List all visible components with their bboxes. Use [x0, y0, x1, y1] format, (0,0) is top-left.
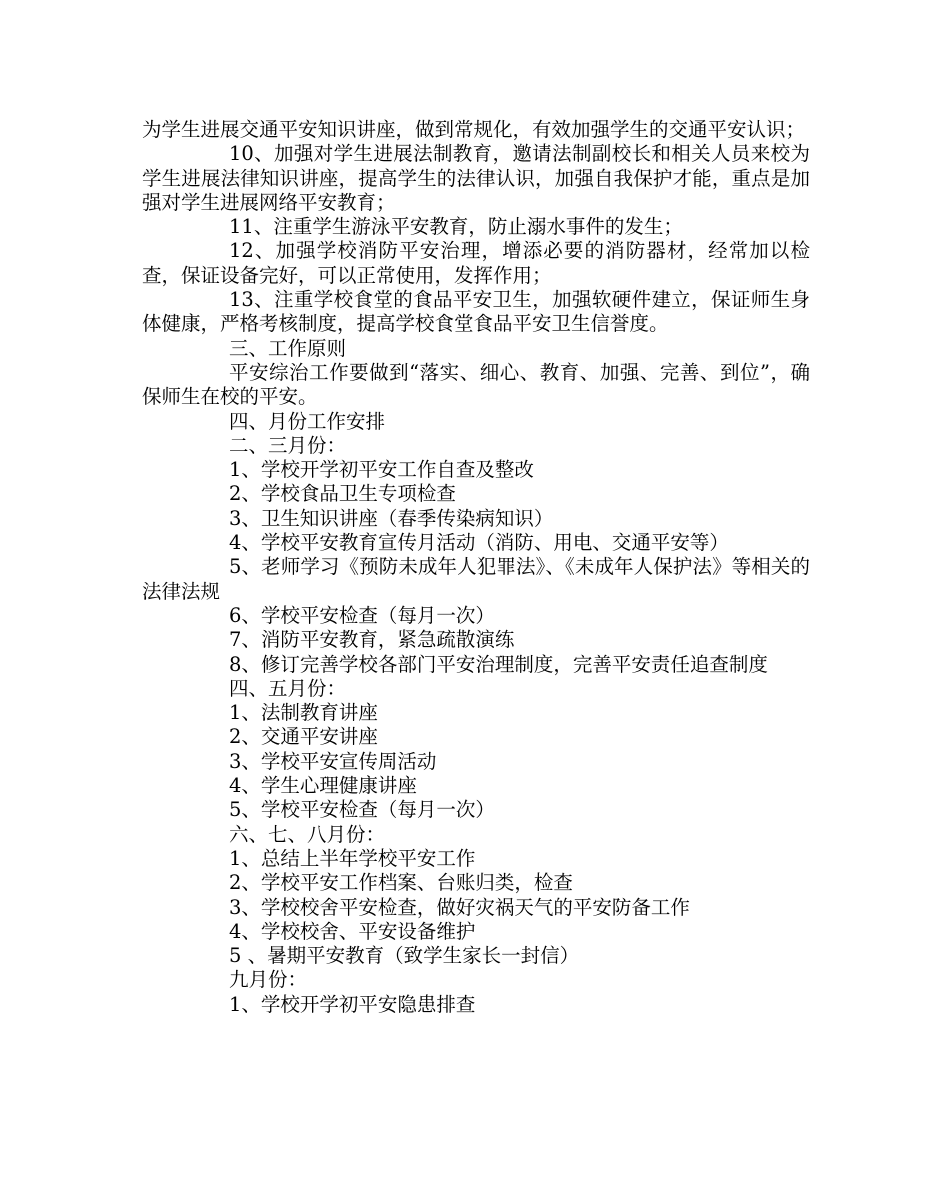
paragraph: 11、注重学生游泳平安教育，防止溺水事件的发生；: [229, 215, 683, 239]
section-heading: 三、工作原则: [229, 336, 347, 360]
paragraph: 10、加强对学生进展法制教育，邀请法制副校长和相关人员来校为学生进展法律知识讲座，提高学生的法律认识，加强自我保护才能，重点是加强对学生进展网络平安教育；: [142, 142, 810, 214]
list-item: 7、消防平安教育，紧急疏散演练: [229, 628, 515, 652]
list-item: 1、法制教育讲座: [229, 701, 378, 725]
list-item: 1、学校开学初平安隐患排查: [229, 992, 476, 1016]
list-item: 1、总结上半年学校平安工作: [229, 846, 476, 870]
list-item: 1、学校开学初平安工作自查及整改: [229, 458, 534, 482]
paragraph: 13、注重学校食堂的食品平安卫生，加强软硬件建立，保证师生身体健康，严格考核制度，提高学校食堂食品平安卫生信誉度。: [142, 288, 810, 336]
list-item: 2、学校平安工作档案、台账归类，检查: [229, 871, 573, 895]
list-item: 2、交通平安讲座: [229, 725, 378, 749]
month-heading: 四、五月份：: [229, 676, 347, 700]
list-item: 3、学校校舍平安检查，做好灾祸天气的平安防备工作: [229, 895, 690, 919]
list-item: 4、学生心理健康讲座: [229, 774, 417, 798]
month-heading: 六、七、八月份：: [229, 822, 386, 846]
paragraph: 为学生进展交通平安知识讲座，做到常规化，有效加强学生的交通平安认识；: [142, 118, 806, 141]
list-item: 5、学校平安检查（每月一次）: [229, 798, 495, 822]
list-item: 5、老师学习《预防未成年人犯罪法》、《未成年人保护法》等相关的法律法规: [142, 555, 810, 603]
list-item: 3、卫生知识讲座（春季传染病知识）: [229, 506, 554, 530]
list-item: 5 、暑期平安教育（致学生家长一封信）: [229, 944, 580, 968]
paragraph: 12、加强学校消防平安治理，增添必要的消防器材，经常加以检查，保证设备完好，可以正常使用，发挥作用；: [142, 239, 810, 287]
list-item: 4、学校校舍、平安设备维护: [229, 919, 476, 943]
document-body: [142, 118, 810, 1017]
month-heading: 二、三月份：: [229, 433, 347, 457]
list-item: 4、学校平安教育宣传月活动（消防、用电、交通平安等）: [229, 531, 729, 555]
list-item: 3、学校平安宣传周活动: [229, 749, 437, 773]
paragraph: 平安综治工作要做到“落实、细心、教育、加强、完善、到位”，确保师生在校的平安。: [142, 360, 810, 409]
list-item: 2、学校食品卫生专项检查: [229, 482, 456, 506]
section-heading: 四、月份工作安排: [229, 409, 386, 433]
list-item: 8、修订完善学校各部门平安治理制度，完善平安责任追查制度: [229, 652, 768, 676]
month-heading: 九月份：: [229, 968, 308, 992]
list-item: 6、学校平安检查（每月一次）: [229, 603, 495, 627]
